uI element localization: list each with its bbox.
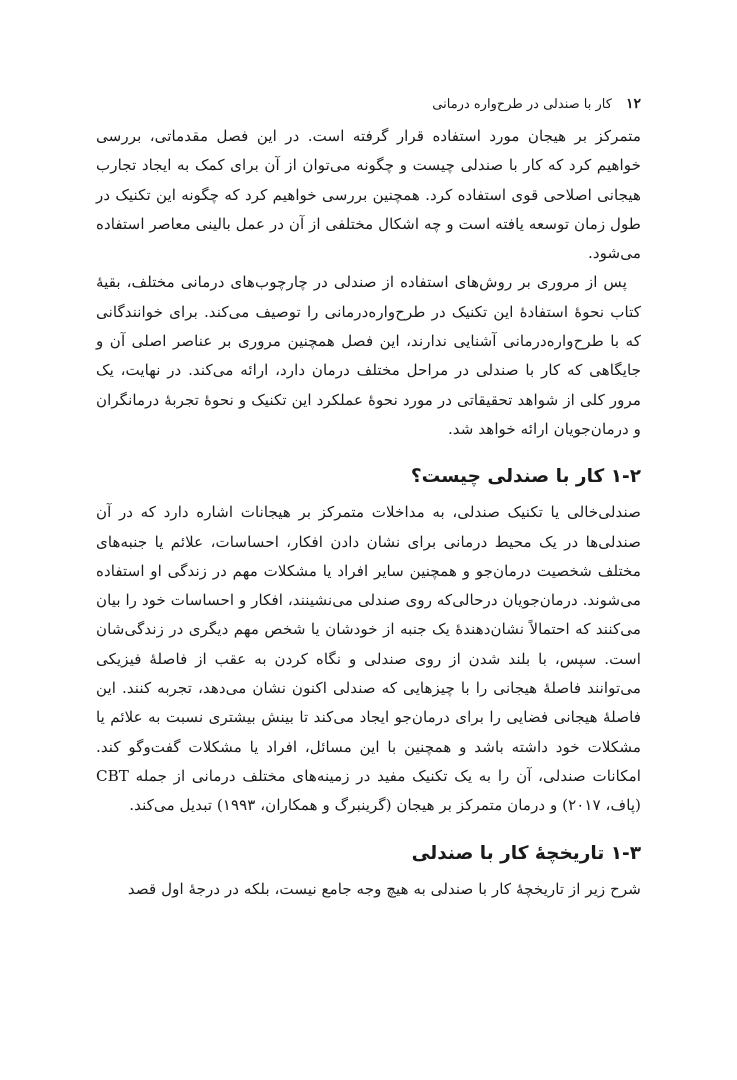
page-number: ۱۲: [625, 96, 641, 112]
paragraph-chair-work-definition: صندلی‌خالی یا تکنیک صندلی، به مداخلات متمرکز بر هیجانات اشاره دارد که در آن صندلی‌ها در یک محیط درمانی برای نشان دادن افکار، احساسات، علائم یا جنبه‌های مختلف شخصیت درمان‌جو و همچنین سایر افراد یا مشکلات مهم در زندگی او استفاده می‌شوند. درمان‌جویان درحالی‌که روی صندلی می‌نشینند، افکار و احساسات خود را بیان می‌کنند که احتمالاً نشان‌دهندهٔ یک جنبه از خودشان یا شخص مهم دیگری در زندگی‌شان است. سپس، با بلند شدن از روی صندلی و نگاه کردن به عقب از فاصلهٔ فیزیکی می‌توانند فاصلهٔ هیجانی را با چیزهایی که صندلی اکنون نشان می‌دهد، تجربه کنند. این فاصلهٔ هیجانی فضایی را برای درمان‌جو ایجاد می‌کند تا بینش بیشتری نسبت به علائم یا مشکلات خود داشته باشد و همچنین با این مسائل، افراد یا مشکلات گفت‌وگو کند. امکانات صندلی، آن را به یک تکنیک مفید در زمینه‌های مختلف درمانی از جمله CBT (پاف، ۲۰۱۷) و درمان متمرکز بر هیجان (گرینبرگ و همکاران، ۱۹۹۳) تبدیل می‌کند.: [96, 503, 641, 815]
section-heading-history-of-chair-work: ۱-۳ تاریخچهٔ کار با صندلی: [411, 842, 641, 864]
paragraph-intro-continued: متمرکز بر هیجان مورد استفاده قرار گرفته است. در این فصل مقدماتی، بررسی خواهیم کرد که کار با صندلی چیست و چگونه می‌توان از آن برای کمک به ایجاد تجارب هیجانی اصلاحی قوی استفاده کرد. همچنین بررسی خواهیم کرد که چگونه این تکنیک در طول زمان توسعه یافته است و چه اشکال مختلفی از آن در عمل بالینی معاصر استفاده می‌شود.: [96, 127, 641, 263]
running-title: کار با صندلی در طرح‌واره درمانی: [432, 96, 612, 112]
running-header: [96, 92, 641, 116]
page-body: [96, 122, 641, 904]
section-heading-what-is-chair-work: ۱-۲ کار با صندلی چیست؟: [410, 466, 641, 488]
paragraph-history-start: شرح زیر از تاریخچهٔ کار با صندلی به هیچ وجه جامع نیست، بلکه در درجهٔ اول قصد: [127, 879, 641, 898]
paragraph-chapter-overview: پس از مروری بر روش‌های استفاده از صندلی در چارچوب‌های درمانی مختلف، بقیهٔ کتاب نحوهٔ استفادهٔ این تکنیک در طرح‌واره‌درمانی را توصیف می‌کند. برای خوانندگانی که با طرح‌واره‌درمانی آشنایی ندارند، این فصل همچنین مروری بر عناصر اصلی آن و جایگاهی که کار با صندلی در مراحل مختلف درمان دارد، ارائه می‌کند. در نهایت، یک مرور کلی از شواهد تحقیقاتی در مورد نحوهٔ عملکرد این تکنیک و نحوهٔ تجربهٔ درمانگران و درمان‌جویان ارائه خواهد شد.: [96, 273, 641, 438]
